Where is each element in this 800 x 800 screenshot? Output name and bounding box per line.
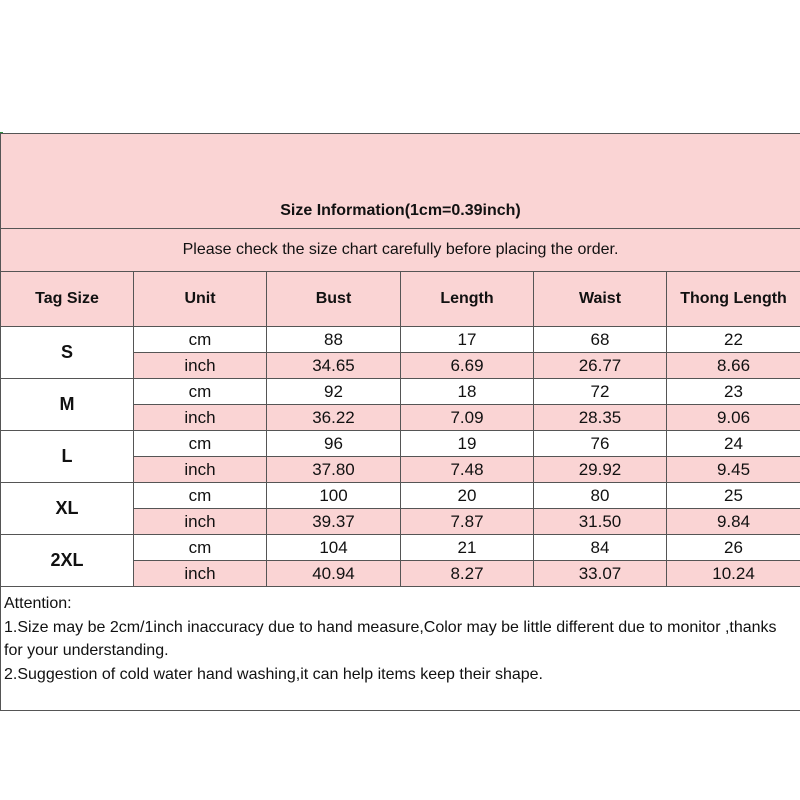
table-cell: 88 <box>267 327 401 353</box>
table-cell: 8.66 <box>667 353 800 379</box>
attention-heading: Attention: <box>4 595 72 612</box>
table-cell: 25 <box>667 483 800 509</box>
table-row <box>1 379 800 405</box>
table-cell: 24 <box>667 431 800 457</box>
table-cell: 34.65 <box>267 353 401 379</box>
table-cell: 33.07 <box>534 561 667 587</box>
table-cell: 7.87 <box>401 509 534 535</box>
title-row <box>1 134 800 229</box>
table-cell: inch <box>134 405 267 431</box>
table-cell: 26 <box>667 535 800 561</box>
table-row <box>1 431 800 457</box>
table-cell: 84 <box>534 535 667 561</box>
table-cell: 9.06 <box>667 405 800 431</box>
table-cell: 40.94 <box>267 561 401 587</box>
table-cell: 23 <box>667 379 800 405</box>
table-cell: 39.37 <box>267 509 401 535</box>
table-cell: 37.80 <box>267 457 401 483</box>
header-unit: Unit <box>134 272 267 327</box>
tag-size-cell: M <box>1 379 134 431</box>
table-cell: 92 <box>267 379 401 405</box>
table-row <box>1 483 800 509</box>
tag-size-cell: S <box>1 327 134 379</box>
table-cell: 7.09 <box>401 405 534 431</box>
subtitle-row <box>1 229 800 272</box>
table-cell: 28.35 <box>534 405 667 431</box>
table-cell: inch <box>134 353 267 379</box>
table-cell: 9.84 <box>667 509 800 535</box>
table-cell: inch <box>134 457 267 483</box>
tag-size-cell: XL <box>1 483 134 535</box>
notes-row <box>1 587 800 711</box>
table-cell: inch <box>134 509 267 535</box>
table-cell: 29.92 <box>534 457 667 483</box>
table-cell: inch <box>134 561 267 587</box>
table-cell: 7.48 <box>401 457 534 483</box>
table-cell: 6.69 <box>401 353 534 379</box>
table-cell: 20 <box>401 483 534 509</box>
chart-title: Size Information(1cm=0.39inch) <box>1 134 800 229</box>
table-row <box>1 535 800 561</box>
table-cell: 21 <box>401 535 534 561</box>
table-cell: 31.50 <box>534 509 667 535</box>
table-cell: cm <box>134 327 267 353</box>
table-cell: 18 <box>401 379 534 405</box>
header-bust: Bust <box>267 272 401 327</box>
attention-notes <box>1 587 800 711</box>
attention-note-2: 2.Suggestion of cold water hand washing,it can help items keep their shape. <box>4 665 543 683</box>
table-cell: 22 <box>667 327 800 353</box>
header-length: Length <box>401 272 534 327</box>
table-cell: 8.27 <box>401 561 534 587</box>
table-cell: 80 <box>534 483 667 509</box>
table-row <box>1 327 800 353</box>
table-cell: cm <box>134 431 267 457</box>
tag-size-cell: L <box>1 431 134 483</box>
header-waist: Waist <box>534 272 667 327</box>
table-cell: 68 <box>534 327 667 353</box>
size-chart-table <box>0 133 800 711</box>
attention-note-1: 1.Size may be 2cm/1inch inaccuracy due to hand measure,Color may be little different due to monitor ,thanks for your understanding. <box>4 618 777 659</box>
table-cell: 76 <box>534 431 667 457</box>
table-cell: cm <box>134 379 267 405</box>
table-cell: 26.77 <box>534 353 667 379</box>
table-cell: 17 <box>401 327 534 353</box>
table-cell: 100 <box>267 483 401 509</box>
table-cell: cm <box>134 483 267 509</box>
chart-subtitle: Please check the size chart carefully before placing the order. <box>1 229 800 272</box>
table-cell: 72 <box>534 379 667 405</box>
header-tag-size: Tag Size <box>1 272 134 327</box>
table-cell: 19 <box>401 431 534 457</box>
header-row <box>1 272 800 327</box>
table-cell: 96 <box>267 431 401 457</box>
table-cell: 36.22 <box>267 405 401 431</box>
table-cell: cm <box>134 535 267 561</box>
table-cell: 9.45 <box>667 457 800 483</box>
tag-size-cell: 2XL <box>1 535 134 587</box>
header-thong-length: Thong Length <box>667 272 800 327</box>
table-cell: 10.24 <box>667 561 800 587</box>
table-cell: 104 <box>267 535 401 561</box>
